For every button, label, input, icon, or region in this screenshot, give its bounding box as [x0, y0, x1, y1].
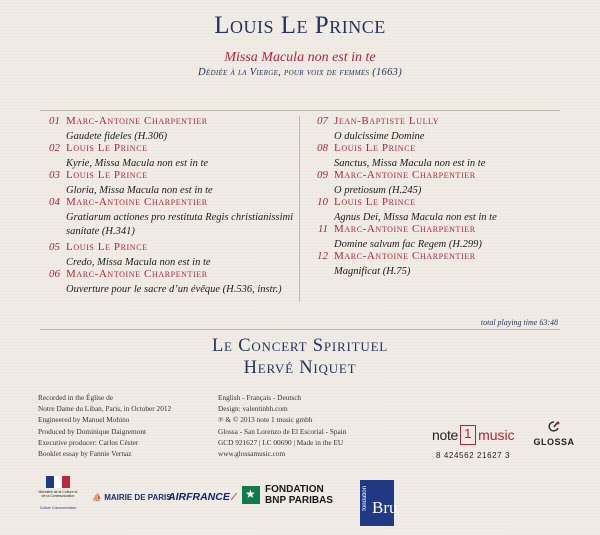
- track-composer: Marc-Antoine Charpentier: [334, 250, 476, 262]
- track-number: 06: [49, 268, 60, 280]
- track-number: 03: [49, 169, 60, 181]
- total-playing-time: total playing time 63:48: [480, 318, 558, 327]
- credit-line: English - Français - Deutsch: [218, 393, 302, 402]
- note1-music-logo: [432, 425, 515, 445]
- track-title: Gloria, Missa Macula non est in te: [66, 185, 213, 196]
- bru-vertical-text: fondation: [362, 486, 368, 511]
- ministere-text: Ministère de la Culture et de la Communication: [38, 490, 78, 498]
- airfrance-text: AIRFRANCE: [168, 491, 230, 503]
- note1-box: [460, 425, 476, 445]
- track-number: 02: [49, 142, 60, 154]
- credit-line: Recorded in the Église de: [38, 393, 113, 402]
- track-composer: Louis Le Prince: [66, 169, 148, 181]
- paris-ship-icon: ⛵: [92, 493, 102, 502]
- glossa-logo: [524, 419, 584, 447]
- bnp-stars-icon: ★: [242, 486, 260, 504]
- track-title: Gratiarum actiones pro restituta Regis christianissimi sanitate (H.341): [66, 212, 294, 237]
- work-title: Missa Macula non est in te: [224, 50, 376, 65]
- composer-title: Louis Le Prince: [214, 12, 386, 39]
- fondation-bnp-paribas-logo: [242, 484, 333, 506]
- bnp-line1: FONDATION: [265, 484, 324, 495]
- credit-line: Engineered by Manuel Mohino: [38, 415, 130, 425]
- track-title: Domine salvum fac Regem (H.299): [334, 239, 482, 250]
- track-number: 07: [317, 115, 328, 127]
- credit-line: Produced by Dominique Daigremont: [38, 426, 147, 436]
- track-composer: Marc-Antoine Charpentier: [66, 115, 208, 127]
- track-title: Sanctus, Missa Macula non est in te: [334, 158, 486, 169]
- airfrance-stripe-icon: ⁄: [232, 491, 235, 503]
- track-composer: Marc-Antoine Charpentier: [66, 196, 208, 208]
- note1-suffix: music: [478, 427, 515, 443]
- credit-line: Glossa - San Lorenzo de El Escorial - Spain: [218, 426, 347, 436]
- note1-box-digit: 1: [464, 426, 472, 441]
- barcode-number: 8 424562 21627 3: [436, 451, 511, 460]
- conductor-name: Hervé Niquet: [243, 358, 357, 378]
- track-title: O dulcissime Domine: [334, 131, 425, 142]
- bru-letters: Bru: [372, 498, 398, 517]
- track-composer: Jean-Baptiste Lully: [334, 115, 440, 127]
- track-title: Credo, Missa Macula non est in te: [66, 257, 211, 268]
- fondation-bru-logo: [360, 480, 398, 526]
- track-title: Kyrie, Missa Macula non est in te: [66, 158, 209, 169]
- track-composer: Louis Le Prince: [334, 142, 416, 154]
- track-composer: Marc-Antoine Charpentier: [334, 169, 476, 181]
- website-link: www.glossamusic.com: [218, 449, 286, 459]
- note1-prefix: note: [432, 427, 459, 443]
- track-number: 08: [317, 142, 328, 154]
- credit-line: ℗ & © 2013 note 1 music gmbh: [218, 415, 313, 425]
- tracklist-divider: [299, 116, 300, 302]
- track-composer: Louis Le Prince: [334, 196, 416, 208]
- track-number: 01: [49, 115, 60, 127]
- mairie-de-paris-logo: [92, 493, 172, 502]
- ministere-subtext: Culture Communication: [39, 506, 77, 510]
- track-number: 10: [317, 196, 328, 208]
- credit-line: Executive producer: Carlos Céster: [38, 437, 139, 447]
- credit-line: Notre Dame du Liban, Paris, in October 2012: [38, 404, 172, 414]
- track-number: 05: [49, 241, 60, 253]
- glossa-emblem-icon: [524, 419, 584, 437]
- sponsor-logos: [0, 474, 600, 535]
- work-subtitle: Dédiée à la Vierge, pour voix de femmes (1663): [198, 67, 402, 78]
- track-number: 11: [317, 223, 328, 235]
- french-flag-icon: [46, 476, 70, 488]
- track-composer: Marc-Antoine Charpentier: [66, 268, 208, 280]
- track-composer: Louis Le Prince: [66, 241, 148, 253]
- track-number: 04: [49, 196, 60, 208]
- track-title: Magnificat (H.75): [334, 266, 411, 277]
- credit-line: GCD 921627 | LC 00690 | Made in the EU: [218, 437, 344, 447]
- ensemble-name: Le Concert Spirituel: [211, 336, 389, 356]
- recording-credits: [38, 392, 188, 459]
- track-title: Ouverture pour le sacre d’un évêque (H.536, instr.): [66, 284, 282, 295]
- tracklist: [40, 110, 560, 330]
- mairie-text: MAIRIE DE PARIS: [104, 493, 172, 502]
- track-composer: Louis Le Prince: [66, 142, 148, 154]
- credit-line: Booklet essay by Fannie Vernaz: [38, 449, 132, 459]
- track-title: Agnus Dei, Missa Macula non est in te: [334, 212, 497, 223]
- airfrance-logo: [168, 491, 235, 503]
- credit-line: Design: valentinhh.com: [218, 404, 288, 414]
- track-number: 09: [317, 169, 328, 181]
- track-composer: Marc-Antoine Charpentier: [334, 223, 476, 235]
- ministere-culture-logo: [38, 474, 78, 532]
- publisher-credits: [218, 392, 418, 459]
- track-title: Gaudete fideles (H.306): [66, 131, 168, 142]
- bnp-line2: BNP PARIBAS: [265, 495, 333, 506]
- track-title: O pretiosum (H.245): [334, 185, 422, 196]
- track-number: 12: [317, 250, 328, 262]
- glossa-wordmark: GLOSSA: [533, 437, 575, 447]
